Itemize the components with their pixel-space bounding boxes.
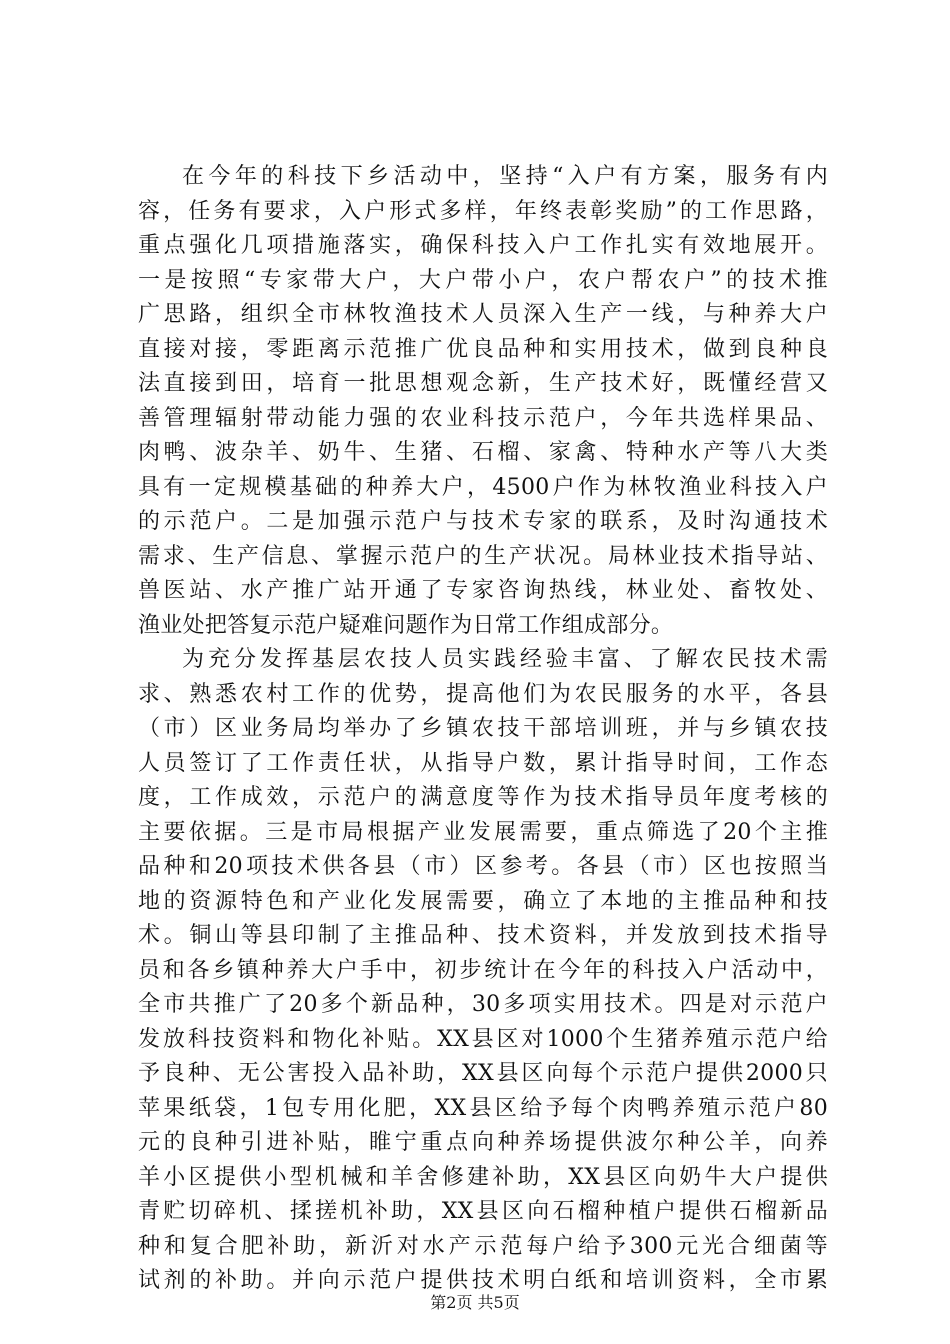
paragraph-line: 直接对接，零距离示范推广优良品种和实用技术，做到良种良 xyxy=(138,336,828,362)
paragraph-line: 广思路，组织全市林牧渔技术人员深入生产一线，与种养大户 xyxy=(138,302,828,327)
paragraph-line: 法直接到田，培育一批思想观念新，生产技术好，既懂经营又 xyxy=(138,371,828,396)
paragraph-line: 为充分发挥基层农技人员实践经验丰富、了解农民技术需 xyxy=(182,647,828,672)
paragraph-line: 全市共推广了20多个新品种，30多项实用技术。四是对示范户 xyxy=(138,992,828,1017)
paragraph-line: 容，任务有要求，入户形式多样，年终表彰奖励”的工作思路， xyxy=(138,198,828,224)
paragraph-line: 在今年的科技下乡活动中，坚持“入户有方案，服务有内 xyxy=(182,164,828,189)
paragraph-line: 发放科技资料和物化补贴。XX县区对1000个生猪养殖示范户给 xyxy=(138,1026,828,1052)
paragraph-line: 具有一定规模基础的种养大户，4500户作为林牧渔业科技入户 xyxy=(138,474,828,500)
paragraph-line: （市）区业务局均举办了乡镇农技干部培训班，并与乡镇农技 xyxy=(138,716,828,741)
paragraph-line: 重点强化几项措施落实，确保科技入户工作扎实有效地展开。 xyxy=(138,233,828,258)
paragraph-line: 予良种、无公害投入品补助，XX县区向每个示范户提供2000只 xyxy=(138,1061,828,1086)
paragraph-line: 苹果纸袋，1包专用化肥，XX县区给予每个肉鸭养殖示范户80 xyxy=(138,1095,828,1121)
paragraph-line: 肉鸭、波杂羊、奶牛、生猪、石榴、家禽、特种水产等八大类 xyxy=(138,440,828,465)
paragraph-line: 渔业处把答复示范户疑难问题作为日常工作组成部分。 xyxy=(138,612,674,638)
paragraph-line: 善管理辐射带动能力强的农业科技示范户，今年共选样果品、 xyxy=(138,405,828,431)
paragraph-line: 羊小区提供小型机械和羊舍修建补助，XX县区向奶牛大户提供 xyxy=(138,1164,828,1190)
body-text xyxy=(138,160,828,1299)
paragraph-line: 青贮切碎机、揉搓机补助，XX县区向石榴种植户提供石榴新品 xyxy=(138,1199,828,1224)
page-number-footer: 第2页 共5页 xyxy=(430,1293,520,1312)
paragraph-line: 人员签订了工作责任状，从指导户数，累计指导时间，工作态 xyxy=(138,750,828,776)
paragraph-line: 地的资源特色和产业化发展需要，确立了本地的主推品种和技 xyxy=(138,888,828,914)
paragraph-line: 元的良种引进补贴，睢宁重点向种养场提供波尔种公羊，向养 xyxy=(138,1130,828,1155)
paragraph-line: 员和各乡镇种养大户手中，初步统计在今年的科技入户活动中， xyxy=(138,957,828,983)
paragraph-line: 度，工作成效，示范户的满意度等作为技术指导员年度考核的 xyxy=(138,785,828,810)
paragraph-line: 的示范户。二是加强示范户与技术专家的联系，及时沟通技术 xyxy=(138,509,828,534)
paragraph-line: 求、熟悉农村工作的优势，提高他们为农民服务的水平，各县 xyxy=(138,681,828,707)
paragraph-line: 种和复合肥补助，新沂对水产示范每户给予300元光合细菌等 xyxy=(138,1233,828,1259)
paragraph-line: 品种和20项技术供各县（市）区参考。各县（市）区也按照当 xyxy=(138,854,828,879)
paragraph-line: 术。铜山等县印制了主推品种、技术资料，并发放到技术指导 xyxy=(138,923,828,948)
paragraph-line: 兽医站、水产推广站开通了专家咨询热线，林业处、畜牧处、 xyxy=(138,578,828,603)
paragraph-line: 试剂的补助。并向示范户提供技术明白纸和培训资料，全市累 xyxy=(138,1268,828,1293)
paragraph-line: 需求、生产信息、掌握示范户的生产状况。局林业技术指导站、 xyxy=(138,543,828,569)
paragraph-line: 主要依据。三是市局根据产业发展需要，重点筛选了20个主推 xyxy=(138,819,828,845)
paragraph-line: 一是按照“专家带大户，大户带小户，农户帮农户”的技术推 xyxy=(138,267,828,293)
